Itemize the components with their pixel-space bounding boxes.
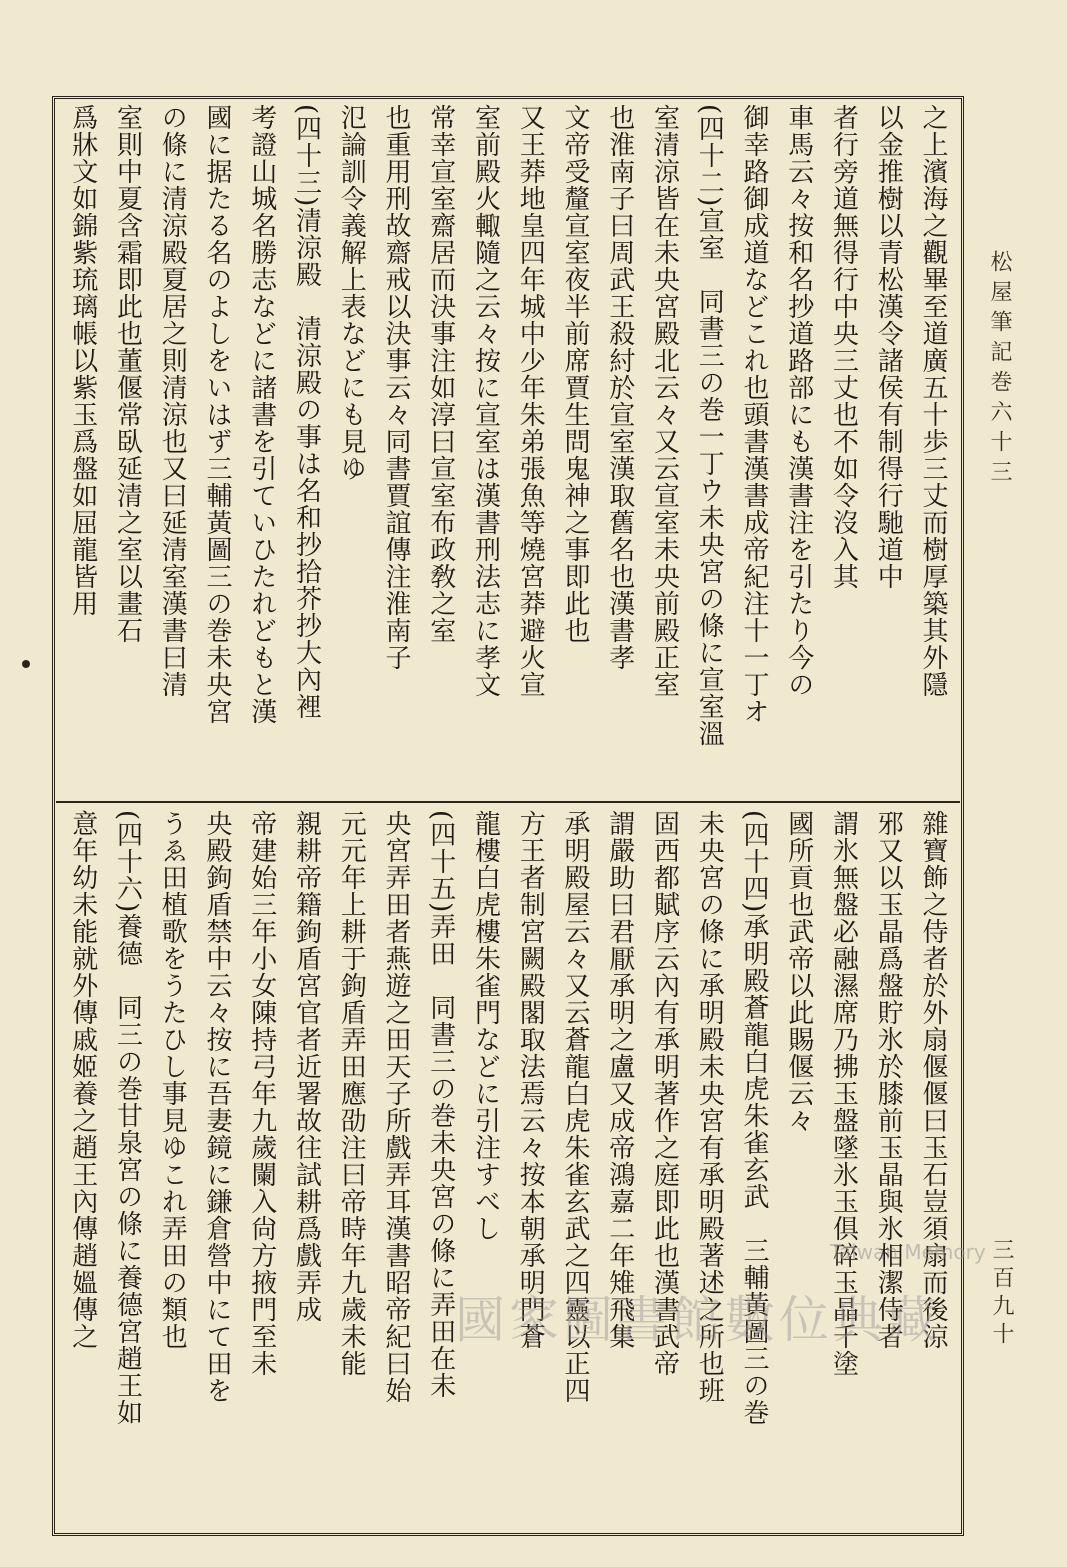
text-column: (四十四)承明殿蒼龍白虎朱雀玄武 三輔黃圖三の巻 (739, 810, 769, 1427)
text-column: 者行旁道無得行中央三丈也不如令沒入其 (828, 104, 859, 590)
text-column: 國に据たる名のよしをいはず三輔黃圖三の巻未央宮 (202, 104, 232, 725)
text-column: 車馬云々按和名抄道路部にも漢書注を引たり今の (783, 104, 814, 698)
page-number: 三百九十 (989, 1238, 1014, 1350)
text-column: (四十六)養德 同三の巻甘泉宮の條に養德宮趙王如 (112, 810, 143, 1427)
watermark: 國家圖書館數位典藏 (455, 1291, 941, 1349)
text-column: 未央宮の條に承明殿未央宮有承明殿著述之所也班 (694, 810, 725, 1404)
text-column: 帝建始三年小女陳持弓年九歲闌入尙方掖門至未 (246, 810, 277, 1377)
text-column: 爲牀文如錦紫琉璃帳以紫玉爲盤如屈龍皆用 (67, 104, 98, 617)
text-column: 親耕帝籍鉤盾宮官者近署故往試耕爲戲弄成 (291, 810, 322, 1323)
text-column: 文帝受釐宣室夜半前席賈生問鬼神之事即此也 (560, 104, 590, 644)
text-column: 考證山城名勝志などに諸書を引ていひたれどもと漢 (246, 104, 277, 725)
text-column: 央殿鉤盾禁中云々按に吾妻鏡に鎌倉營中にて田を (202, 810, 232, 1404)
text-column: 也重用刑故齋戒以決事云々同書賈誼傳注淮南子 (381, 104, 411, 671)
text-column: 謂氷無盤必融濕席乃拂玉盤墜氷玉俱碎玉晶千塗 (828, 810, 859, 1377)
text-column: (四十五)弄田 同書三の巻未央宮の條に弄田在未 (425, 810, 456, 1400)
upper-text-block (62, 104, 957, 794)
lower-text-block (62, 810, 957, 1528)
text-column: 室清涼皆在未央宮殿北云々又云宣室未央前殿正室 (649, 104, 680, 698)
binding-hole (22, 660, 30, 668)
text-column: (四十三)清涼殿 清涼殿の事は名和抄拾芥抄大內裡 (291, 104, 322, 721)
middle-divider (56, 801, 960, 803)
text-column: 意年幼未能就外傳戚姬養之趙王內傳趙媼傳之 (67, 810, 98, 1350)
running-title: 松屋筆記巻六十三 (987, 250, 1012, 490)
text-column: 常幸宣室齋居而決事注如淳曰宣室布政敎之室 (425, 104, 456, 644)
text-column: 固西都賦序云內有承明著作之庭即此也漢書武帝 (649, 810, 680, 1377)
text-column: 央宮弄田者燕遊之田天子所戲弄耳漢書昭帝紀曰始 (381, 810, 411, 1404)
watermark-sub: Taiwan Memory (830, 1240, 986, 1264)
text-column: 之上濱海之觀畢至道廣五十歩三丈而樹厚築其外隱 (918, 104, 948, 698)
text-column: (四十二)宣室 同書三の巻一丁ウ未央宮の條に宣室溫 (694, 104, 725, 748)
text-column: 以金推樹以青松漢令諸侯有制得行馳道中 (873, 104, 904, 590)
text-column: うゑ田植歌をうたひし事見ゆこれ弄田の類也 (157, 810, 188, 1350)
text-column: 也淮南子曰周武王殺紂於宣室漢取舊名也漢書孝 (604, 104, 635, 671)
text-column: 邪又以玉晶爲盤貯氷於膝前玉晶與氷相潔侍者 (873, 810, 904, 1350)
text-column: 又王莽地皇四年城中少年朱弟張魚等燒宮莽避火宣 (515, 104, 546, 698)
text-column: 國所貢也武帝以此賜偃云々 (783, 810, 814, 1134)
text-column: 方王者制宮闕殿閣取法焉云々按本朝承明門蒼 (515, 810, 546, 1350)
text-column: の條に清涼殿夏居之則清涼也又曰延清室漢書曰清 (157, 104, 188, 698)
text-column: 元元年上耕于鉤盾弄田應劭注曰帝時年九歲未能 (336, 810, 367, 1377)
text-column: 室前殿火輙隨之云々按に宣室は漢書刑法志に孝文 (470, 104, 501, 698)
text-column: 龍樓白虎樓朱雀門などに引注すべし (470, 810, 501, 1242)
text-column: 御幸路御成道などこれ也頭書漢書成帝紀注十一丁オ (739, 104, 769, 725)
text-column: 氾論訓令義解上表などにも見ゆ (336, 104, 367, 482)
text-column: 雜寶飾之侍者於外扇偃偃曰玉石豈須扇而後涼 (918, 810, 948, 1350)
text-column: 室則中夏含霜即此也董偃常臥延清之室以畫石 (112, 104, 143, 644)
text-column: 承明殿屋云々又云蒼龍白虎朱雀玄武之四靈以正四 (560, 810, 590, 1404)
text-column: 謂嚴助曰君厭承明之盧又成帝鴻嘉二年雉飛集 (604, 810, 635, 1350)
